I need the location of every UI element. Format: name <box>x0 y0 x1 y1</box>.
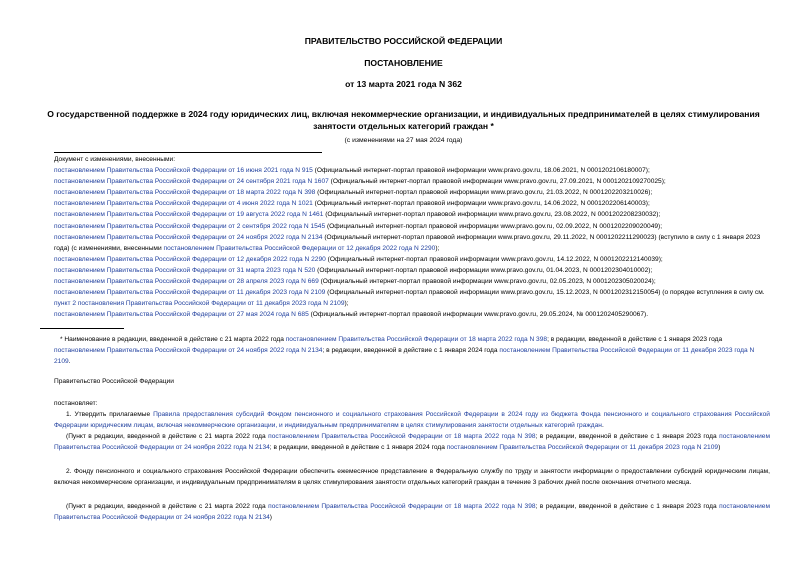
change-link[interactable]: постановлением Правительства Российской Федерации от 4 июня 2022 года N 1021 <box>54 200 313 208</box>
redaction-note: (с изменениями на 27 мая 2024 года) <box>344 137 463 144</box>
paragraph-1: 1. Утвердить прилагаемые Правила предоставления субсидий Фондом пенсионного и социального страхования Российской Федерации в 2024 году из бюджета Фонда пенсионного и социального страхования Российской Федерации юридическим лицам, включая некоммерческие организации, и индивидуальным предпринимателям в целях стимулирования занятости отдельных категорий граждан. <box>54 411 770 430</box>
list-item-text: (Официальный интернет-портал правовой информации www.pravo.gov.ru, 29.05.2024, № 0001202405290067). <box>308 311 649 319</box>
list-item-text: (Официальный интернет-портал правовой информации www.pravo.gov.ru, 02.05.2023, N 0001202305020024); <box>318 278 656 286</box>
list-item-text: (Официальный интернет-портал правовой информации www.pravo.gov.ru, 15.12.2023, N 0001202312150054) (о порядке вступления в силу см. <box>325 289 765 297</box>
amendment-link[interactable]: постановлением Правительства Российской Федерации от 24 ноября 2022 года N 2134 <box>54 433 770 452</box>
footnote-link[interactable]: постановлением Правительства Российской Федерации от 18 марта 2022 года N 398 <box>285 336 548 343</box>
list-item-text: (Официальный интернет-портал правовой информации www.pravo.gov.ru, 21.03.2022, N 0001202203210026); <box>315 189 653 197</box>
government-heading: ПРАВИТЕЛЬСТВО РОССИЙСКОЙ ФЕДЕРАЦИИ <box>304 36 503 46</box>
change-link[interactable]: постановлением Правительства Российской Федерации от 12 декабря 2022 года N 2290 <box>54 255 326 263</box>
amendment-link[interactable]: постановлением Правительства Российской Федерации от 18 марта 2022 года N 398 <box>268 503 536 510</box>
list-item-text: (Официальный интернет-портал правовой информации www.pravo.gov.ru, 14.12.2022, N 0001202212140039); <box>325 255 663 263</box>
list-item-text: (Официальный интернет-портал правовой информации www.pravo.gov.ru, 18.06.2021, N 0001202106180007); <box>312 167 650 175</box>
date-number-heading: от 13 марта 2021 года N 362 <box>345 79 462 89</box>
list-item-text: (Официальный интернет-портал правовой информации www.pravo.gov.ru, 23.08.2022, N 0001202208230032); <box>323 211 661 219</box>
change-link[interactable]: постановлением Правительства Российской Федерации от 16 июня 2021 года N 915 <box>54 167 313 175</box>
amendment-link[interactable]: постановлением Правительства Российской Федерации от 24 ноября 2022 года N 2134 <box>54 503 770 522</box>
footnote-rule <box>40 328 124 329</box>
paragraph-2-note: (Пункт в редакции, введенной в действие с 21 марта 2022 года постановлением Правительства Российской Федерации от 18 марта 2022 года N 398; в редакции, введенной в действие с 1 января 2023 года постановлением Правительства Российской Федерации от 24 ноября 2022 года N 2134) <box>54 503 770 522</box>
government-line: Правительство Российской Федерации <box>54 378 174 385</box>
footnote-link[interactable]: постановлением Правительства Российской Федерации от 11 декабря 2023 года N 2109 <box>54 347 755 366</box>
list-item <box>54 254 770 265</box>
footnote-text: * Наименование в редакции, введенной в действие с 21 марта 2022 года постановлением Правительства Российской Федерации от 18 марта 2022 года N 398; в редакции, введенной в действие с 1 января 2023 года постановлением Правительства Российской Федерации от 24 ноября 2022 года N 2134; в редакции, введенной в действие с 1 января 2024 года постановлением Правительства Российской Федерации от 11 декабря 2023 года N 2109. <box>54 336 755 366</box>
paragraph-1-note: (Пункт в редакции, введенной в действие с 21 марта 2022 года постановлением Правительства Российской Федерации от 18 марта 2022 года N 398; в редакции, введенной в действие с 1 января 2023 года постановлением Правительства Российской Федерации от 24 ноября 2022 года N 2134; в редакции, введенной в действие с 1 января 2024 года постановлением Правительства Российской Федерации от 11 декабря 2023 года N 2109) <box>54 433 770 452</box>
list-item <box>54 176 770 187</box>
list-item <box>54 265 770 276</box>
change-link[interactable]: пункт 2 постановления Правительства Российской Федерации от 11 декабря 2023 года N 2109 <box>54 300 345 308</box>
changes-intro: Документ с изменениями, внесенными: <box>54 156 176 163</box>
doc-type-heading: ПОСТАНОВЛЕНИЕ <box>364 58 443 68</box>
change-link[interactable]: постановлением Правительства Российской Федерации от 24 ноября 2022 года N 2134 <box>54 233 323 241</box>
document-title: О государственной поддержке в 2024 году юридических лиц, включая некоммерческие организации, и индивидуальных предпринимателей в целях стимулирования занятости отдельных категорий граждан * <box>47 109 760 131</box>
change-link[interactable]: постановлением Правительства Российской Федерации от 31 марта 2023 года N 520 <box>54 266 316 274</box>
list-item <box>54 287 770 309</box>
list-item-text: (Официальный интернет-портал правовой информации www.pravo.gov.ru, 01.04.2023, N 0001202304010002); <box>315 266 653 274</box>
rules-link[interactable]: Правила предоставления субсидий Фондом пенсионного и социального страхования Российской Федерации в 2024 году из бюджета Фонда пенсионного и социального страхования Российской Федерации юридическим лицам, включая некоммерческие организации, и индивидуальным предпринимателям в целях стимулирования занятости отдельных категорий граждан <box>54 411 770 430</box>
list-item <box>54 187 770 198</box>
list-item-text: (Официальный интернет-портал правовой информации www.pravo.gov.ru, 14.06.2022, N 0001202206140003); <box>312 200 650 208</box>
list-item <box>54 221 770 232</box>
list-item <box>54 165 770 176</box>
footnote <box>54 334 770 367</box>
list-item <box>54 232 770 254</box>
list-item <box>54 276 770 287</box>
list-item-text: (Официальный интернет-портал правовой информации www.pravo.gov.ru, 29.11.2022, N 0001202211290023) (вступило в силу с 1 января 2023 года) (с изменениями, внесенными <box>54 233 761 252</box>
list-item <box>54 309 770 320</box>
list-item-text: (Официальный интернет-портал правовой информации www.pravo.gov.ru, 27.09.2021, N 0001202109270025); <box>328 178 666 186</box>
amendment-link[interactable]: постановлением Правительства Российской Федерации от 11 декабря 2023 года N 2109 <box>446 444 719 452</box>
change-link[interactable]: постановлением Правительства Российской Федерации от 18 марта 2022 года N 398 <box>54 189 316 197</box>
list-item <box>54 198 770 209</box>
change-link[interactable]: постановлением Правительства Российской Федерации от 11 декабря 2023 года N 2109 <box>54 289 326 297</box>
separator-rule <box>54 152 322 153</box>
change-link[interactable]: постановлением Правительства Российской Федерации от 12 декабря 2022 года N 2290 <box>163 244 436 252</box>
change-link[interactable]: постановлением Правительства Российской Федерации от 2 сентября 2022 года N 1545 <box>54 222 326 230</box>
change-link[interactable]: постановлением Правительства Российской Федерации от 24 сентября 2021 года N 1607 <box>54 178 329 186</box>
list-item-text: ); <box>435 244 440 252</box>
list-item <box>54 209 770 220</box>
paragraph-2: 2. Фонду пенсионного и социального страхования Российской Федерации обеспечить ежемесячное представление в Федеральную службу по труду и занятости информации о предоставлении субсидий юридическим лицам, включая некоммерческие организации, и индивидуальным предпринимателям в целях стимулирования занятости отдельных категорий граждан в течение 3 рабочих дней после окончания отчетного месяца. <box>54 468 770 487</box>
amendment-link[interactable]: постановлением Правительства Российской Федерации от 18 марта 2022 года N 398 <box>268 433 536 440</box>
changes-list <box>54 154 770 320</box>
change-link[interactable]: постановлением Правительства Российской Федерации от 19 августа 2022 года N 1461 <box>54 211 324 219</box>
list-item-text: ); <box>344 300 349 308</box>
decrees-line: постановляет: <box>54 400 98 407</box>
change-link[interactable]: постановлением Правительства Российской Федерации от 27 мая 2024 года N 685 <box>54 311 309 319</box>
footnote-link[interactable]: постановлением Правительства Российской Федерации от 24 ноября 2022 года N 2134 <box>54 347 323 355</box>
change-link[interactable]: постановлением Правительства Российской Федерации от 28 апреля 2023 года N 669 <box>54 278 319 286</box>
list-item-text: (Официальный интернет-портал правовой информации www.pravo.gov.ru, 02.09.2022, N 0001202209020049); <box>325 222 663 230</box>
